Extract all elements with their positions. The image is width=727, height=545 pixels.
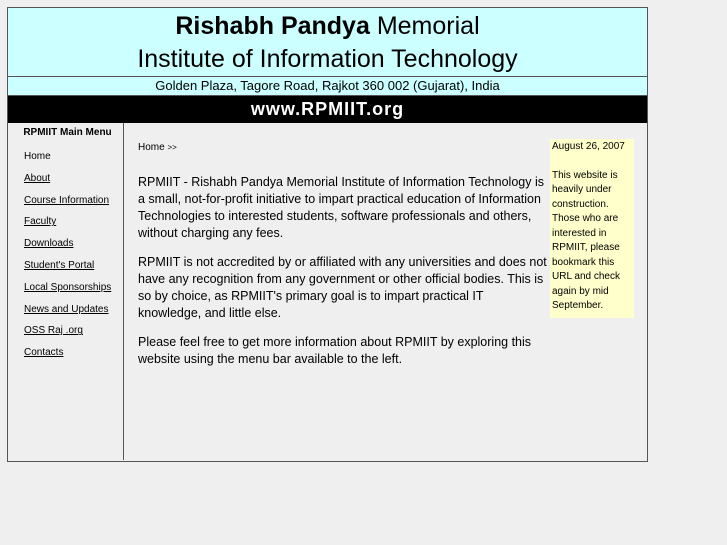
menu-link-students-portal[interactable]: Student's Portal — [24, 259, 95, 271]
site-url-banner: www.RPMIIT.org — [8, 96, 647, 123]
site-subtitle: Institute of Information Technology — [137, 45, 518, 73]
site-title-bold: Rishabh Pandya — [175, 12, 370, 40]
menu-link-oss-raj[interactable]: OSS Raj .org — [24, 325, 83, 337]
menu-item-faculty — [24, 211, 123, 233]
notice-date: August 26, 2007 — [552, 141, 625, 152]
menu-link-contacts[interactable]: Contacts — [24, 347, 64, 359]
accreditation-paragraph: RPMIIT is not accredited by or affiliated with any universities and does not have any recognition from any government or other official bodies. This is so by choice, as RPMIIT's primary goal is to impart practical IT knowledge, and little else. — [138, 255, 547, 320]
menu-title: RPMIIT Main Menu — [23, 127, 112, 138]
menu-item-news-and-updates — [24, 299, 123, 321]
main-content — [138, 142, 550, 380]
menu-item-students-portal — [24, 255, 123, 277]
menu-link-downloads[interactable]: Downloads — [24, 238, 74, 250]
menu-link-faculty[interactable]: Faculty — [24, 216, 57, 228]
menu-item-about — [24, 168, 123, 190]
notice-box — [550, 139, 634, 318]
site-title-rest: Memorial — [376, 12, 480, 40]
sidebar — [8, 123, 124, 460]
menu-link-about[interactable]: About — [24, 172, 51, 184]
breadcrumb — [138, 142, 550, 154]
menu-item-local-sponsorships — [24, 277, 123, 299]
menu-link-course-information[interactable]: Course Information — [24, 194, 110, 206]
main-menu — [8, 146, 123, 364]
site-header — [8, 8, 647, 77]
breadcrumb-home[interactable]: Home — [138, 142, 165, 153]
menu-link-local-sponsorships[interactable]: Local Sponsorships — [24, 281, 112, 293]
menu-link-home[interactable]: Home — [24, 151, 51, 162]
site-title — [8, 8, 647, 43]
content-area — [8, 123, 647, 460]
intro-paragraph: RPMIIT - Rishabh Pandya Memorial Institute of Information Technology is a small, not-for-profit initiative to impart practical education of Information Technologies to interested students, software professionals and others, without charging any fees. — [138, 175, 544, 240]
menu-link-news-and-updates[interactable]: News and Updates — [24, 303, 109, 315]
explore-paragraph: Please feel free to get more information about RPMIIT by exploring this website using the menu bar available to the left. — [138, 335, 532, 366]
menu-item-downloads — [24, 233, 123, 255]
menu-item-home — [24, 146, 123, 168]
menu-item-course-information — [24, 190, 123, 212]
site-address: Golden Plaza, Tagore Road, Rajkot 360 002 (Gujarat), India — [8, 77, 647, 96]
page-frame — [7, 7, 648, 462]
menu-item-oss-raj — [24, 320, 123, 342]
notice-text: This website is heavily under construction. Those who are interested in RPMIIT, please bookmark this URL and check again by mid September. — [552, 169, 620, 311]
menu-item-contacts — [24, 342, 123, 364]
breadcrumb-separator: >> — [167, 143, 177, 152]
